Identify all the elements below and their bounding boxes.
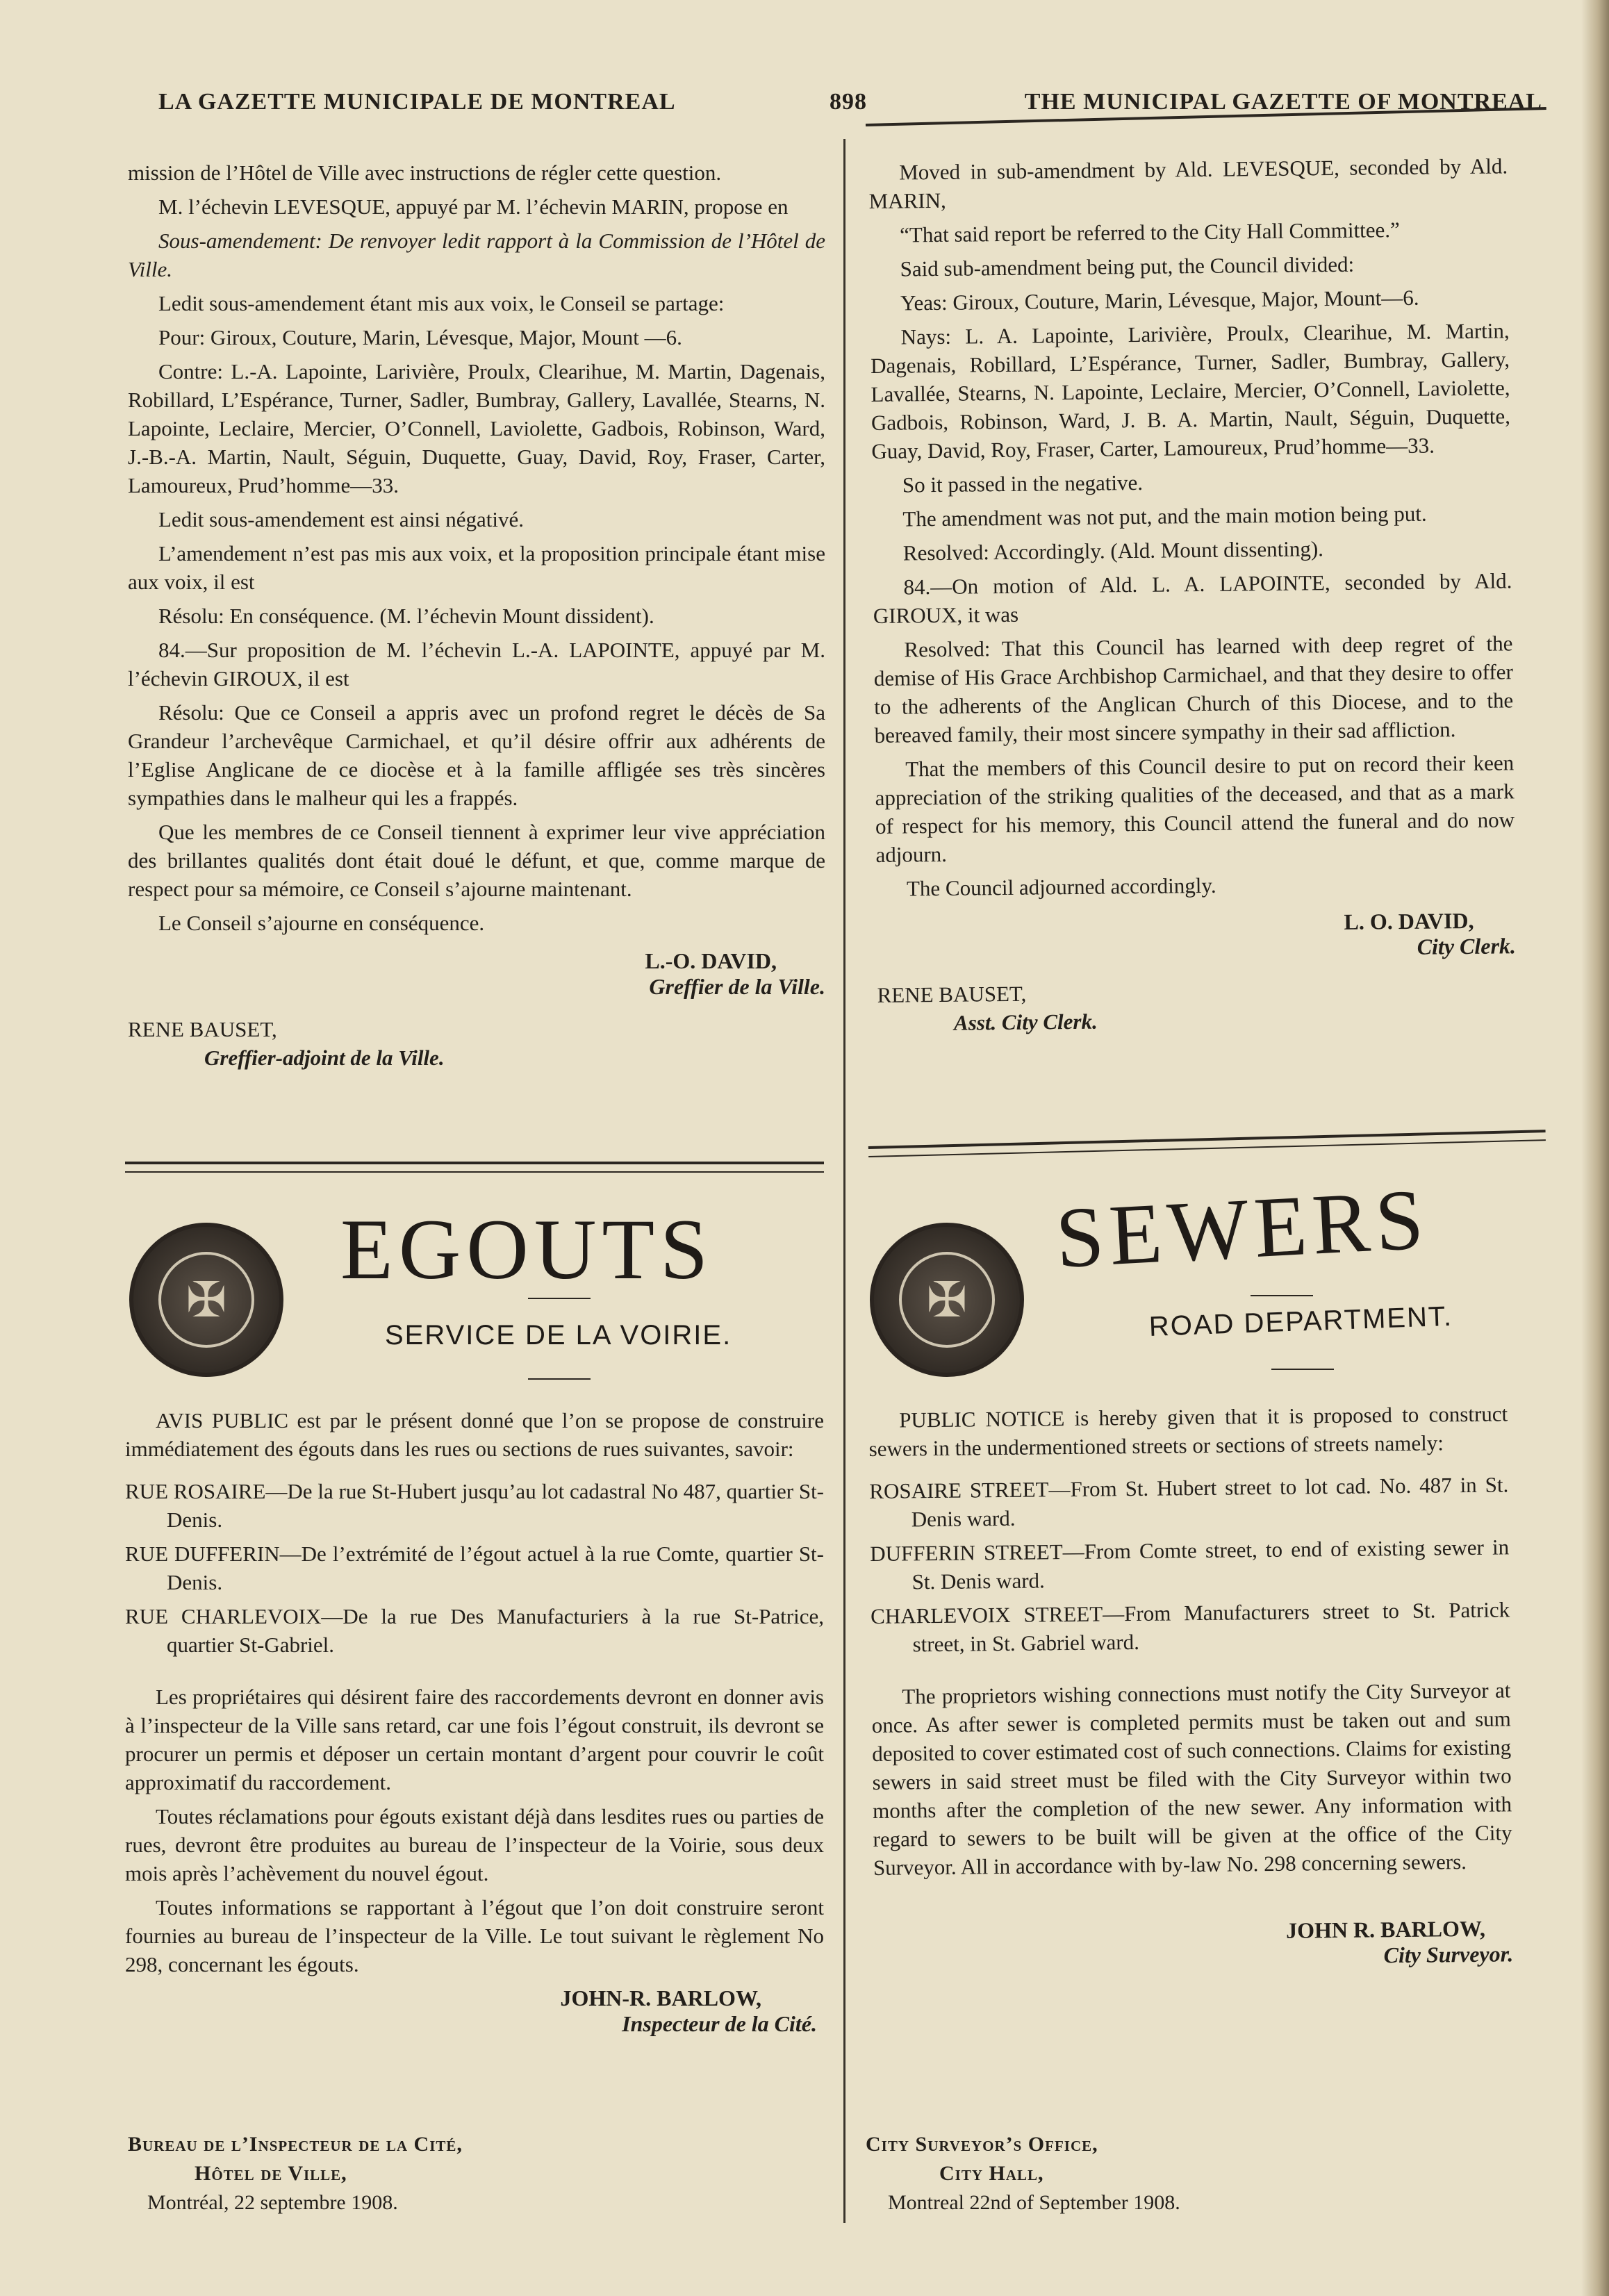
street-entry: ROSAIRE STREET—From St. Hubert street to lot cad. No. 487 in St. Denis ward. (869, 1472, 1509, 1532)
minutes-paragraph: Said sub-amendment being put, the Council divided: (900, 251, 1355, 281)
street-entry: CHARLEVOIX STREET—From Manufacturers street to St. Patrick street, in St. Gabriel ward. (870, 1597, 1510, 1657)
assistant-clerk: RENE BAUSET, (877, 981, 1027, 1007)
minutes-paragraph: Sous-amendement: De renvoyer ledit rapport à la Commission de l’Hôtel de Ville. (128, 229, 825, 281)
minutes-paragraph: “That said report be referred to the City Hall Committee.” (899, 217, 1400, 247)
minutes-paragraph: Résolu: En conséquence. (M. l’échevin Mount dissident). (158, 604, 654, 628)
surveyor-title: Inspecteur de la Cité. (622, 2011, 817, 2036)
office-date: Montreal 22nd of September 1908. (888, 2191, 1180, 2214)
egouts-office (128, 2130, 463, 2217)
column-divider (843, 139, 845, 2223)
section-rule-right (868, 1130, 1546, 1157)
sewers-notice (868, 1399, 1514, 1975)
header-french-title: LA GAZETTE MUNICIPALE DE MONTREAL (158, 89, 676, 115)
clerk-signature: L. O. DAVID, (1344, 907, 1474, 934)
notice-paragraph: Toutes réclamations pour égouts existant déjà dans lesdites rues ou parties de rues, devront être produites au bureau de l’inspecteur de la Voirie, sous deux mois après l’achèvement du nouvel égout. (125, 1804, 824, 1885)
minutes-paragraph: Que les membres de ce Conseil tiennent à exprimer leur vive appréciation des brillantes qualités dont était doué le défunt, et que, comme marque de respect pour sa mémoire, ce Conseil s’ajourne maintenant. (128, 820, 825, 901)
minutes-paragraph: Yeas: Giroux, Couture, Marin, Lévesque, Major, Mount—6. (900, 285, 1419, 315)
minutes-paragraph: Moved in sub-amendment by Ald. LEVESQUE, seconded by Ald. MARIN, (868, 154, 1508, 213)
minutes-paragraph: 84.—On motion of Ald. L. A. LAPOINTE, seconded by Ald. GIROUX, it was (873, 568, 1512, 628)
minutes-paragraph: L’amendement n’est pas mis aux voix, et la proposition principale étant mise aux voix, il est (128, 541, 825, 594)
notice-paragraph: Les propriétaires qui désirent faire des raccordements devront en donner avis à l’inspecteur de la Ville sans retard, car une fois l’égout construit, ils devront se procurer un permis et déposer un certain montant d’argent pour couvrir le coût approximatif du raccordement. (125, 1685, 824, 1794)
minutes-paragraph: Nays: L. A. Lapointe, Larivière, Proulx, Clearihue, M. Martin, Dagenais, Robillard, L’Espérance, Turner, Sadler, Bumbray, Gallery, Lavallée, Stearns, N. Lapointe, Leclaire, Mercier, O’Connell, Laviolette, Gadbois, Robinson, Ward, J. B. A. Martin, Nault, Séguin, Duquette, Guay, David, Roy, Fraser, Carter, Lamoureux, Prud’homme—33. (870, 318, 1511, 463)
section-rule-left (125, 1162, 824, 1173)
assistant-clerk-title: Greffier-adjoint de la Ville. (204, 1046, 445, 1070)
street-entry: DUFFERIN STREET—From Comte street, to end of existing sewer in St. Denis ward. (870, 1535, 1510, 1594)
egouts-subtitle: SERVICE DE LA VOIRIE. (385, 1320, 732, 1351)
surveyor-signature: JOHN-R. BARLOW, (560, 1985, 761, 2010)
sewers-subtitle-rule (1271, 1369, 1334, 1370)
notice-intro: PUBLIC NOTICE is hereby given that it is proposed to construct sewers in the undermentioned streets or sections of streets namely: (868, 1401, 1508, 1461)
city-seal-icon: ✠ (129, 1223, 283, 1377)
clerk-signature: L.-O. DAVID, (645, 948, 777, 973)
egouts-subtitle-rule (528, 1378, 591, 1380)
sewers-title: SEWERS (1053, 1171, 1431, 1286)
page-number: 898 (830, 89, 867, 115)
minutes-paragraph: Resolved: That this Council has learned with deep regret of the demise of His Grace Archbishop Carmichael, and that they desire to offer to the adherents of the Anglican Church of this Diocese, and to the bereaved family, their most sincere sympathy in their sad affliction. (873, 631, 1514, 748)
sewers-subtitle: ROAD DEPARTMENT. (1148, 1300, 1453, 1342)
header-english-title: THE MUNICIPAL GAZETTE OF MONTREAL (1024, 89, 1542, 115)
street-entry: RUE ROSAIRE—De la rue St-Hubert jusqu’au lot cadastral No 487, quartier St-Denis. (125, 1479, 824, 1532)
minutes-paragraph: Contre: L.-A. Lapointe, Larivière, Proulx, Clearihue, M. Martin, Dagenais, Robillard, L’Espérance, Turner, Sadler, Bumbray, Gallery, Lavallée, Stearns, N. Lapointe, Leclaire, Mercier, O’Connell, Laviolette, Gadbois, Robinson, Ward, J.-B.-A. Martin, Nault, Séguin, Duquette, Guay, David, Roy, Fraser, Carter, Lamoureux, Prud’homme—33. (128, 359, 825, 497)
page-header (158, 89, 1542, 124)
sewers-office (866, 2130, 1180, 2217)
office-line: Bureau de l’Inspecteur de la Cité, (128, 2133, 463, 2156)
egouts-title-rule (528, 1298, 591, 1299)
page-edge (1581, 0, 1609, 2296)
office-line: Hôtel de Ville, (195, 2162, 347, 2185)
assistant-clerk-title: Asst. City Clerk. (953, 1009, 1098, 1035)
office-line: City Hall, (939, 2162, 1044, 2185)
minutes-paragraph: Ledit sous-amendement est ainsi négativé. (158, 507, 524, 531)
minutes-paragraph: mission de l’Hôtel de Ville avec instructions de régler cette question. (128, 160, 722, 185)
minutes-paragraph: Resolved: Accordingly. (Ald. Mount dissenting). (902, 536, 1324, 565)
notice-paragraph: The proprietors wishing connections must notify the City Surveyor at once. As after sewer is completed permits must be taken out and sum deposited to cover estimated cost of such connections. Claims for existing sewers in said street must be filed with the City Surveyor within two months after the completion of the new sewer. Any information with regard to sewers to be built will be given at the office of the City Surveyor. All in accordance with by-law No. 298 concerning sewers. (871, 1678, 1512, 1880)
minutes-paragraph: Le Conseil s’ajourne en conséquence. (158, 911, 485, 935)
street-entry: RUE CHARLEVOIX—De la rue Des Manufacturiers à la rue St-Patrice, quartier St-Gabriel. (125, 1604, 824, 1657)
surveyor-title: City Surveyor. (1383, 1941, 1514, 1968)
minutes-paragraph: M. l’échevin LEVESQUE, appuyé par M. l’échevin MARIN, propose en (158, 195, 789, 219)
minutes-paragraph: Pour: Giroux, Couture, Marin, Lévesque, Major, Mount —6. (158, 325, 682, 349)
city-seal-icon: ✠ (870, 1223, 1024, 1377)
clerk-title: Greffier de la Ville. (649, 974, 825, 999)
minutes-paragraph: Résolu: Que ce Conseil a appris avec un profond regret le décès de Sa Grandeur l’archevêque Carmichael, et qu’il désire offrir aux adhérents de l’Eglise Anglicane de ce diocèse et à la famille affligée ses très sincères sympathies dans le malheur qui les a frappés. (128, 700, 825, 810)
office-line: City Surveyor’s Office, (866, 2133, 1098, 2156)
english-minutes (868, 151, 1517, 1038)
office-date: Montréal, 22 septembre 1908. (147, 2191, 398, 2214)
french-minutes (128, 158, 825, 1072)
egouts-title: EGOUTS (340, 1202, 714, 1297)
minutes-paragraph: The Council adjourned accordingly. (906, 873, 1216, 901)
notice-paragraph: Toutes informations se rapportant à l’égout que l’on doit construire seront fournies au bureau de l’inspecteur de la Ville. Le tout suivant le règlement No 298, concernant les égouts. (125, 1895, 824, 1976)
notice-intro: AVIS PUBLIC est par le présent donné que l’on se propose de construire immédiatement des égouts dans les rues ou sections de rues suivantes, savoir: (125, 1408, 824, 1461)
surveyor-signature: JOHN R. BARLOW, (1285, 1915, 1486, 1943)
minutes-paragraph: So it passed in the negative. (902, 470, 1144, 497)
clerk-title: City Clerk. (1417, 933, 1517, 959)
minutes-paragraph: That the members of this Council desire to put on record their keen appreciation of the striking qualities of the deceased, and that as a mark of respect for his memory, this Council attend the funeral and do now adjourn. (875, 750, 1515, 867)
minutes-paragraph: 84.—Sur proposition de M. l’échevin L.-A. LAPOINTE, appuyé par M. l’échevin GIROUX, il est (128, 638, 825, 691)
minutes-paragraph: The amendment was not put, and the main motion being put. (902, 501, 1427, 531)
minutes-paragraph: Ledit sous-amendement étant mis aux voix, le Conseil se partage: (158, 291, 725, 315)
egouts-notice (125, 1406, 824, 2038)
assistant-clerk: RENE BAUSET, (128, 1017, 277, 1041)
street-entry: RUE DUFFERIN—De l’extrémité de l’égout actuel à la rue Comte, quartier St-Denis. (125, 1542, 824, 1594)
sewers-title-rule (1251, 1295, 1313, 1296)
